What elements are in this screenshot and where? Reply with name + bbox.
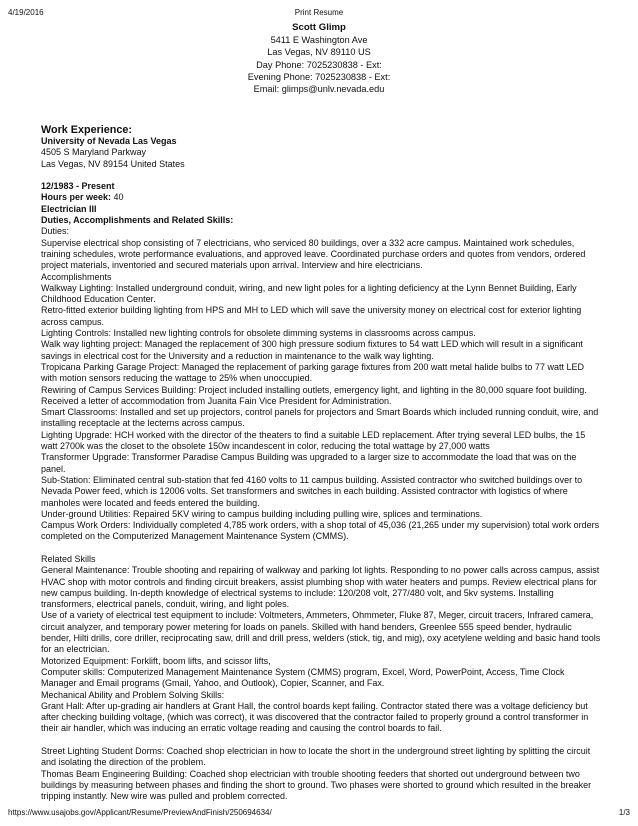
accomplishment-item: Walkway Lighting: Installed underground conduit, wiring, and new light poles for a lighting deficiency at the Lynn Bennet Building, Early Childhood Education Center. [41,282,577,305]
print-footer [8,808,630,820]
related-skills-label: Related Skills [41,553,96,564]
related-skill-item: Thomas Beam Engineering Building: Coached shop electrician with trouble shooting feeders that shorted out underground between two buildings by measuring between phases and finding the short to ground. Two phases were shorted to ground which resulted in the breaker tripping instantly. New wire was pulled and problem corrected. [41,768,592,802]
accomplishment-item: Transformer Upgrade: Transformer Paradise Campus Building was upgraded to a larger size to accommodate the load that was on the panel. [41,452,577,474]
resume-body [41,124,601,803]
accomplishment-item: Walk way lighting project: Managed the replacement of 300 high pressure sodium fixtures to 54 watt LED which will result in a significant savings in electrical cost for the University and a reduction in maintenance to the walk way lighting. [41,339,583,361]
evening-phone: Evening Phone: 7025230838 - Ext: [247,71,391,82]
accomplishment-item: Retro-fitted exterior building lighting from HPS and MH to LED which will save the university money on electrical cost for exterior lighting across campus. [41,305,582,327]
print-header [8,8,630,20]
accomplishment-item: Under-ground Utilities: Repaired 5KV wiring to campus building including pulling wire, splices and terminations. [41,508,483,519]
print-title: Print Resume [294,8,344,17]
page-number: 1/3 [618,808,630,817]
accomplishments-label: Accomplishments [41,271,112,282]
accomplishment-item: Lighting Controls: Installed new lighting controls for obsolete dimming systems in classrooms across campus. [41,328,476,339]
accomplishment-item: Smart Classrooms: Installed and set up projectors, control panels for projectors and Smart Boards which included running conduit, wire, and installing receptacle at the lecterns across campus. [41,407,599,429]
hours-label: Hours per week: [41,192,112,203]
contact-block [0,22,638,95]
accomplishment-item: Lighting Upgrade: HCH worked with the director of the theaters to find a suitable LED replacement. After trying several LED bulbs, the 15 watt 2700k was the closet to the obsolete 150w incandescent in color, reducing the total wattage by 27,000 watts [41,429,586,452]
accomplishment-item: Campus Work Orders: Individually completed 4,785 work orders, with a shop total of 45,036 (21,265 under my supervision) total work orders completed on the Computerized Management Maintenance System (CMMS). [41,520,600,542]
day-phone: Day Phone: 7025230838 - Ext: [256,59,382,70]
print-date: 4/19/2016 [8,8,44,17]
address-line-2: Las Vegas, NV 89110 US [267,47,371,58]
hours-per-week [41,192,601,203]
duties-label: Duties: [41,226,70,237]
accomplishment-item: Rewiring of Campus Services Building: Project included installing outlets, emergency light, and lighting in the 80,000 square foot building. Received a letter of accommodation from Juanita Fain Vice President for Administration. [41,384,587,406]
hours-value: 40 [111,192,124,203]
employer-city: Las Vegas, NV 89154 United States [41,158,185,169]
accomplishment-item: Sub-Station: Eliminated central sub-station that fed 4160 volts to 11 campus building. Assisted contractor who switched buildings over to Nevada Power feed, which is 12006 volts. Set transformers and switches in each building. Assisted contractor with logistics of where manholes were located and feeds entered the building. [41,474,583,508]
job-title: Electrician III [41,203,97,214]
related-skill-item: Motorized Equipment: Forklift, boom lifts, and scissor lifts, [41,655,271,666]
related-skill-item: Grant Hall: After up-grading air handlers at Grant Hall, the control boards kept failing. Contractor stated there was a voltage deficiency but after checking building voltage, (which was correct), it was discovered that the contractor failed to properly ground a control transformer in their air handler, which was inducing an erratic voltage reading and causing the control boards to fail. [41,700,589,734]
applicant-name: Scott Glimp [292,22,346,33]
related-skill-item: Mechanical Ability and Problem Solving Skills: [41,689,225,700]
employer-name: University of Nevada Las Vegas [41,136,177,146]
related-skill-item: Use of a variety of electrical test equipment to include: Voltmeters, Ammeters, Ohmmeter, Fluke 87, Meger, circuit tracers, Infrared camera, circuit analyzer, and temporary power metering for loads on panels. Skilled with hand benders, Greenlee 555 speed bender, hydraulic bender, Hilti drills, core driller, reciprocating saw, drill and drill press, welders (stick, tig, and mig), oxy acetylene welding and basic hand tools for an electrician. [41,610,601,655]
accomplishment-item: Tropicana Parking Garage Project: Managed the replacement of parking garage fixtures from 200 watt metal halide bulbs to 77 watt LED with motion sensors reducing the wattage to 25% when unoccupied. [41,361,584,384]
employer-street: 4505 S Maryland Parkway [41,147,147,158]
related-skill-item: General Maintenance: Trouble shooting and repairing of walkway and parking lot lights. Responding to no power calls across campus, assist HVAC shop with motor controls and finding circuit breakers, assist plumbing shop with water heaters and pumps. Review electrical plans for new campus building. In-depth knowledge of electrical systems to include: 120/208 volt, 277/480 volt, and 5kv systems. Installing transformers, electrical panels, conduit, wiring, and light poles. [41,565,600,610]
duties-text: Supervise electrical shop consisting of 7 electricians, who serviced 80 buildings, over a 332 acre campus. Maintained work schedules, training schedules, wrote performance evaluations, and approved leave. Coordinated purchase orders and quotes from vendors, ordered project materials, inventoried and secured materials upon arrival. Interview and hire electricians. [41,237,586,271]
section-title: Work Experience: [41,124,133,136]
related-skill-item: Street Lighting Student Dorms: Coached shop electrician in how to locate the short in the underground street lighting by splitting the circuit and isolating the direction of the problem. [41,746,591,768]
email: Email: glimps@unlv.nevada.edu [253,84,385,95]
related-skill-item: Computer skills: Computerized Management Maintenance System (CMMS) program, Excel, Word, PowerPoint, Access, Time Clock Manager and Email programs (Gmail, Yahoo, and Outlook), Copier, Scanner, and Fax. [41,666,565,689]
employment-dates: 12/1983 - Present [41,181,115,192]
duties-heading: Duties, Accomplishments and Related Skills: [41,215,234,226]
page-url: https://www.usajobs.gov/Applicant/Resume/PreviewAndFinish/250694634/ [8,808,272,817]
address-line-1: 5411 E Washington Ave [270,35,368,46]
